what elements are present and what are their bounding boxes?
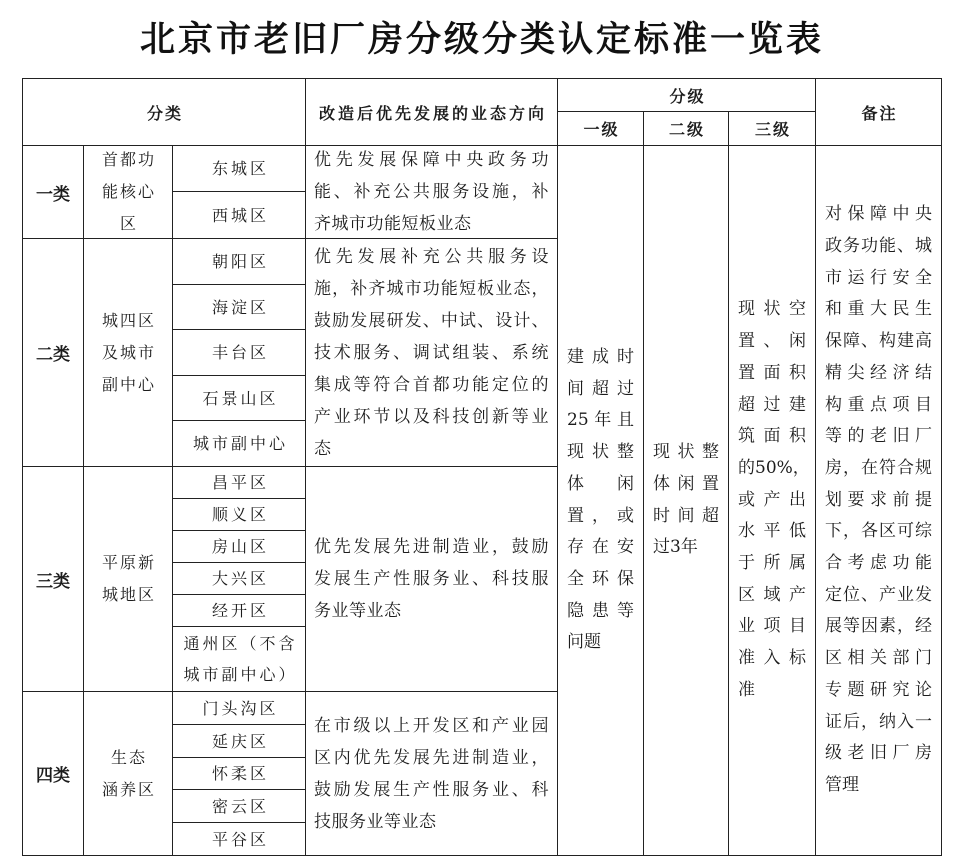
- criteria-line: 全环保: [567, 568, 634, 589]
- direction-line: 优先发展先进制造业，鼓励: [314, 537, 549, 557]
- area-line: 副中心: [101, 374, 156, 394]
- criteria-line: 25年且: [567, 410, 634, 431]
- category-label: 二类: [23, 239, 83, 466]
- criteria-line: 隐患等: [567, 600, 634, 621]
- header-level-2: 二级: [644, 112, 728, 145]
- criteria-line: 存在安: [567, 537, 634, 558]
- district-name: 密云区: [211, 796, 269, 816]
- remarks-line: 定位、产业发: [825, 584, 932, 605]
- district-name-line: 通州区（不含: [183, 634, 298, 653]
- district-name: 怀柔区: [211, 764, 269, 783]
- criteria-line: 置面积: [738, 362, 806, 383]
- direction-cell: [306, 239, 557, 466]
- criteria-line: 区域产: [738, 584, 806, 605]
- district-name: 房山区: [211, 537, 269, 556]
- district-name: 东城区: [211, 159, 269, 178]
- district-cell: [173, 376, 305, 420]
- criteria-line: 准入标: [738, 648, 806, 669]
- district-name: 西城区: [211, 205, 269, 225]
- remarks-line: 证后，纳入一: [825, 711, 932, 732]
- direction-line: 在市级以上开发区和产业园: [314, 715, 549, 736]
- criteria-line: 置，或: [567, 505, 634, 526]
- direction-line: 鼓励发展研发、中试、设计、: [314, 310, 549, 331]
- area-line: 城地区: [101, 585, 156, 604]
- direction-line: 技服务业等业态: [314, 811, 437, 832]
- direction-line: 优先发展保障中央政务功: [314, 150, 549, 170]
- remarks-cell: [816, 146, 941, 855]
- district-name: 朝阳区: [211, 252, 269, 271]
- area-line: 平原新: [101, 553, 156, 572]
- remarks-line: 展等因素，经: [825, 616, 932, 637]
- level-3-criteria-cell: [729, 146, 815, 855]
- remarks-line: 级老旧厂房: [825, 743, 932, 764]
- area-cell: [84, 146, 172, 238]
- district-cell: [173, 467, 305, 498]
- district-cell: [173, 725, 305, 757]
- header-remarks: 备注: [816, 79, 941, 145]
- category-label: 三类: [23, 467, 83, 691]
- category-label: 一类: [23, 146, 83, 238]
- district-cell: [173, 285, 305, 329]
- district-name: 大兴区: [211, 569, 269, 588]
- district-cell: [173, 146, 305, 191]
- remarks-line: 对保障中央: [825, 204, 932, 225]
- direction-cell: [306, 146, 557, 238]
- district-name: 平谷区: [211, 829, 269, 849]
- criteria-line: 于所属: [738, 553, 806, 574]
- direction-line: 发展生产性服务业、科技服: [314, 569, 549, 589]
- district-cell: [173, 421, 305, 466]
- area-line: 能核心: [101, 182, 156, 201]
- criteria-line: 体闲: [567, 473, 634, 494]
- direction-line: 能、补充公共服务设施，补: [314, 182, 549, 202]
- criteria-line: 准: [738, 679, 755, 700]
- criteria-line: 业项目: [738, 616, 806, 637]
- direction-line: 务业等业态: [314, 601, 402, 621]
- district-cell: [173, 192, 305, 238]
- level-2-criteria-cell: [644, 146, 728, 855]
- remarks-line: 构重点项目: [825, 394, 932, 415]
- district-cell: [173, 627, 305, 691]
- area-line: 城四区: [101, 310, 156, 330]
- direction-line: 集成等符合首都功能定位的: [314, 374, 549, 395]
- area-cell: [84, 239, 172, 466]
- district-name: 经开区: [211, 601, 269, 620]
- area-line: 区: [119, 214, 138, 233]
- criteria-line: 筑面积: [738, 426, 806, 447]
- district-cell: [173, 330, 305, 375]
- direction-line: 鼓励发展生产性服务业、科: [314, 779, 549, 800]
- category-label: 四类: [23, 692, 83, 855]
- district-cell: [173, 692, 305, 724]
- remarks-line: 合考虑功能: [825, 553, 932, 574]
- area-line: 生态: [110, 747, 147, 767]
- header-category: 分类: [23, 79, 305, 145]
- level-1-criteria-cell: [558, 146, 643, 855]
- direction-line: 施，补齐城市功能短板业态，: [314, 278, 549, 299]
- direction-line: 齐城市功能短板业态: [314, 214, 472, 234]
- remarks-line: 管理: [825, 774, 859, 795]
- remarks-line: 区相关部门: [825, 648, 932, 669]
- district-name: 延庆区: [211, 731, 269, 751]
- district-name: 门头沟区: [202, 698, 279, 718]
- criteria-line: 超过建: [738, 394, 806, 415]
- area-cell: [84, 692, 172, 855]
- criteria-line: 置、闲: [738, 331, 806, 352]
- district-name: 海淀区: [211, 297, 269, 317]
- header-grading: 分级: [558, 79, 815, 111]
- remarks-line: 专题研究论: [825, 679, 932, 700]
- remarks-line: 等的老旧厂: [825, 426, 932, 447]
- criteria-line: 时间超: [653, 505, 719, 526]
- criteria-line: 水平低: [738, 521, 806, 542]
- direction-line: 技术服务、调试组装、系统: [314, 342, 549, 363]
- criteria-line: 建成时: [567, 346, 634, 367]
- remarks-line: 保障、构建高: [825, 331, 932, 352]
- criteria-line: 过3年: [653, 537, 698, 558]
- area-cell: [84, 467, 172, 691]
- direction-line: 产业环节以及科技创新等业: [314, 406, 549, 427]
- district-cell: [173, 531, 305, 562]
- remarks-line: 市运行安全: [825, 267, 932, 288]
- direction-line: 态: [314, 438, 332, 459]
- criteria-line: 现状整: [567, 442, 634, 463]
- criteria-line: 问题: [567, 632, 601, 653]
- district-cell: [173, 790, 305, 822]
- district-cell: [173, 823, 305, 855]
- area-line: 涵养区: [101, 779, 156, 799]
- header-level-3: 三级: [729, 112, 815, 145]
- direction-cell: [306, 692, 557, 855]
- page-title: 北京市老旧厂房分级分类认定标准一览表: [139, 19, 824, 60]
- district-cell: [173, 758, 305, 789]
- remarks-line: 政务功能、城: [825, 236, 932, 257]
- district-cell: [173, 563, 305, 594]
- remarks-line: 下，各区可综: [825, 521, 932, 542]
- area-line: 首都功: [101, 150, 156, 169]
- remarks-line: 房，在符合规: [825, 457, 932, 478]
- direction-line: 区内优先发展先进制造业，: [314, 747, 549, 768]
- district-name: 石景山区: [202, 388, 279, 408]
- area-line: 及城市: [101, 342, 156, 362]
- district-name: 丰台区: [211, 343, 269, 362]
- district-cell: [173, 595, 305, 626]
- remarks-line: 和重大民生: [825, 299, 932, 320]
- criteria-line: 的50%，: [738, 457, 810, 478]
- criteria-line: 或产出: [738, 489, 806, 510]
- remarks-line: 精尖经济结: [825, 362, 932, 383]
- district-name: 昌平区: [211, 473, 269, 492]
- district-cell: [173, 499, 305, 530]
- criteria-line: 体闲置: [653, 473, 719, 494]
- classification-table: [22, 78, 942, 856]
- criteria-line: 现状整: [653, 442, 719, 463]
- direction-line: 优先发展补充公共服务设: [314, 246, 549, 267]
- criteria-line: 间超过: [567, 378, 634, 399]
- remarks-line: 划要求前提: [825, 489, 932, 510]
- district-cell: [173, 239, 305, 284]
- district-name-line: 城市副中心）: [183, 665, 298, 684]
- district-name: 顺义区: [211, 505, 269, 524]
- header-direction: 改造后优先发展的业态方向: [306, 79, 557, 145]
- direction-cell: [306, 467, 557, 691]
- district-name: 城市副中心: [192, 434, 288, 453]
- header-level-1: 一级: [558, 112, 643, 145]
- criteria-line: 现状空: [738, 299, 806, 320]
